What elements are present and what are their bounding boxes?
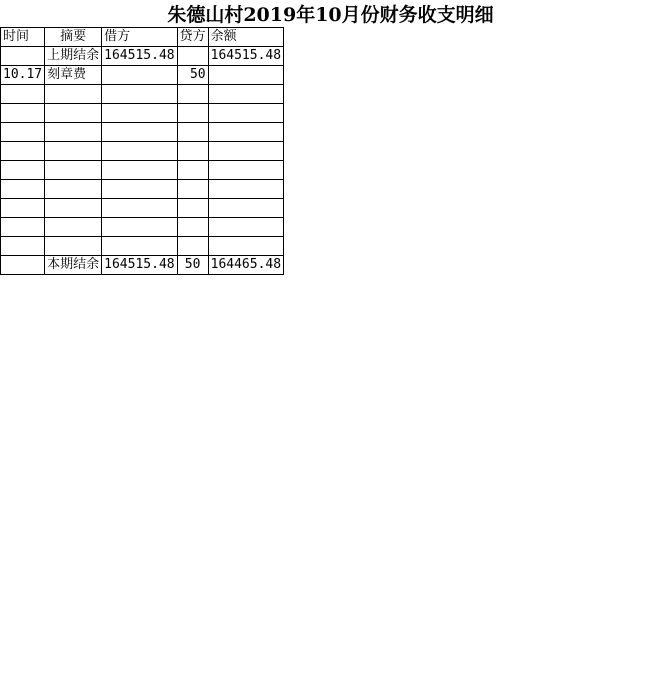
opening-time-cell[interactable] [1, 47, 45, 66]
balance-cell[interactable] [208, 199, 283, 218]
balance-cell[interactable] [208, 104, 283, 123]
credit-cell[interactable] [177, 142, 208, 161]
debit-cell[interactable] [102, 104, 177, 123]
time-cell[interactable] [1, 142, 45, 161]
summary-cell[interactable] [45, 180, 102, 199]
debit-cell[interactable] [102, 180, 177, 199]
summary-cell[interactable] [45, 85, 102, 104]
time-cell[interactable] [1, 237, 45, 256]
time-cell[interactable] [1, 161, 45, 180]
time-cell[interactable] [1, 123, 45, 142]
opening-balance-cell[interactable]: 164515.48 [208, 47, 283, 66]
credit-cell[interactable] [177, 161, 208, 180]
balance-cell[interactable] [208, 237, 283, 256]
summary-cell[interactable] [45, 237, 102, 256]
debit-cell[interactable] [102, 85, 177, 104]
time-cell[interactable] [1, 180, 45, 199]
debit-cell[interactable] [102, 66, 177, 85]
summary-cell[interactable] [45, 142, 102, 161]
closing-debit-cell[interactable]: 164515.48 [102, 256, 177, 275]
time-cell[interactable] [1, 104, 45, 123]
header-time[interactable]: 时间 [1, 28, 45, 47]
header-summary[interactable]: 摘要 [45, 28, 102, 47]
balance-cell[interactable] [208, 66, 283, 85]
closing-summary-cell[interactable]: 本期结余 [45, 256, 102, 275]
credit-cell[interactable] [177, 104, 208, 123]
debit-cell[interactable] [102, 199, 177, 218]
summary-cell[interactable] [45, 199, 102, 218]
closing-balance-row [1, 256, 284, 275]
header-credit[interactable]: 贷方 [177, 28, 208, 47]
summary-cell[interactable] [45, 123, 102, 142]
table-row [1, 237, 284, 256]
debit-cell[interactable] [102, 161, 177, 180]
time-cell[interactable] [1, 218, 45, 237]
balance-cell[interactable] [208, 85, 283, 104]
credit-cell[interactable] [177, 180, 208, 199]
closing-time-cell[interactable] [1, 256, 45, 275]
opening-debit-cell[interactable]: 164515.48 [102, 47, 177, 66]
table-row [1, 161, 284, 180]
table-row [1, 123, 284, 142]
summary-cell[interactable] [45, 161, 102, 180]
time-cell[interactable] [1, 199, 45, 218]
table-row [1, 104, 284, 123]
balance-cell[interactable] [208, 161, 283, 180]
closing-balance-cell[interactable]: 164465.48 [208, 256, 283, 275]
balance-cell[interactable] [208, 123, 283, 142]
ledger-table [0, 27, 284, 275]
table-row [1, 180, 284, 199]
time-cell[interactable]: 10.17 [1, 66, 45, 85]
header-balance[interactable]: 余额 [208, 28, 283, 47]
summary-cell[interactable] [45, 218, 102, 237]
header-row [1, 28, 284, 47]
debit-cell[interactable] [102, 142, 177, 161]
debit-cell[interactable] [102, 123, 177, 142]
summary-cell[interactable]: 刻章费 [45, 66, 102, 85]
sheet-title: 朱德山村2019年10月份财务收支明细 [167, 4, 494, 26]
table-row [1, 218, 284, 237]
balance-cell[interactable] [208, 142, 283, 161]
time-cell[interactable] [1, 85, 45, 104]
ledger-rows [1, 66, 284, 256]
table-row [1, 85, 284, 104]
table-row [1, 199, 284, 218]
balance-cell[interactable] [208, 180, 283, 199]
header-debit[interactable]: 借方 [102, 28, 177, 47]
debit-cell[interactable] [102, 218, 177, 237]
table-row [1, 142, 284, 161]
table-row [1, 66, 284, 85]
credit-cell[interactable]: 50 [177, 66, 208, 85]
credit-cell[interactable] [177, 218, 208, 237]
credit-cell[interactable] [177, 199, 208, 218]
opening-balance-row [1, 47, 284, 66]
debit-cell[interactable] [102, 237, 177, 256]
summary-cell[interactable] [45, 104, 102, 123]
opening-summary-cell[interactable]: 上期结余 [45, 47, 102, 66]
credit-cell[interactable] [177, 123, 208, 142]
credit-cell[interactable] [177, 85, 208, 104]
opening-credit-cell[interactable] [177, 47, 208, 66]
closing-credit-cell[interactable]: 50 [177, 256, 208, 275]
balance-cell[interactable] [208, 218, 283, 237]
credit-cell[interactable] [177, 237, 208, 256]
